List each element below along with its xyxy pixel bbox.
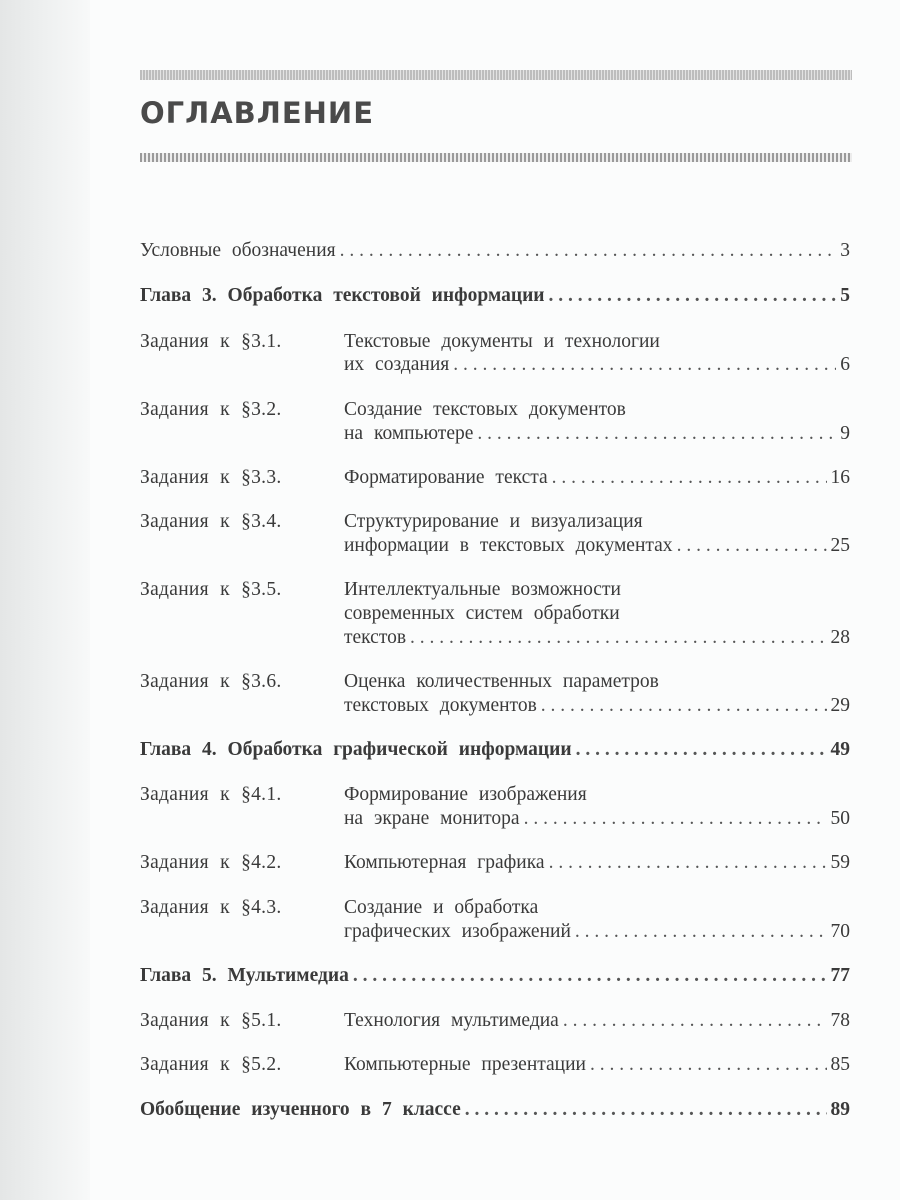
dot-leader: [353, 965, 827, 987]
toc-entry-line: [344, 423, 850, 445]
toc-entry-line: [344, 535, 850, 557]
toc-entry-line: [140, 467, 850, 489]
toc-entry-title: Текстовые документы и технологии: [344, 331, 660, 352]
toc-entry-title: Компьютерная графика: [344, 852, 545, 873]
toc-entry-title: Обобщение изученного в 7 классе: [140, 1099, 461, 1120]
toc-entry-title: Глава 4. Обработка графической информации: [140, 739, 572, 760]
toc-entry-title: Компьютерные презентации: [344, 1054, 586, 1075]
toc-entry-title: Условные обозначения: [140, 240, 336, 261]
toc-entry-line: [344, 695, 850, 717]
toc-entry-prefix: Задания к §3.2.: [140, 399, 282, 420]
toc-entry-title: информации в текстовых документах: [344, 535, 673, 556]
toc-entry-title: на экране монитора: [344, 808, 520, 829]
toc-entry-prefix: Задания к §3.3.: [140, 467, 282, 488]
toc-entry-prefix: Задания к §4.1.: [140, 784, 282, 805]
title-underline-rule: [140, 153, 852, 162]
dot-leader: [575, 921, 827, 943]
toc-entry-prefix: Задания к §5.2.: [140, 1054, 282, 1075]
toc-entry-prefix: Задания к §5.1.: [140, 1010, 282, 1031]
dot-leader: [677, 535, 827, 557]
toc-page-number: 78: [830, 1010, 850, 1031]
toc-page-number: 70: [830, 921, 850, 942]
toc-entry-title: современных систем обработки: [344, 603, 620, 624]
top-decorative-rule: [140, 70, 852, 80]
dot-leader: [340, 240, 837, 262]
dot-leader: [563, 1010, 827, 1032]
toc-entry-line: [140, 240, 850, 262]
dot-leader: [576, 739, 827, 761]
toc-entry-line: [140, 285, 850, 307]
toc-entry-prefix: Задания к §4.3.: [140, 897, 282, 918]
toc-entry-line: [140, 965, 850, 987]
toc-entry-line: [140, 1010, 850, 1032]
toc-entry-prefix: Задания к §3.4.: [140, 511, 282, 532]
toc-entry-title: Технология мультимедиа: [344, 1010, 559, 1031]
toc-entry-line: [344, 603, 850, 625]
dot-leader: [541, 695, 827, 717]
toc-entry-title: Глава 3. Обработка текстовой информации: [140, 285, 545, 306]
toc-entry-title: текстов: [344, 627, 407, 648]
toc-page-number: 89: [830, 1099, 850, 1120]
toc-entry-line: [140, 579, 850, 601]
dot-leader: [552, 467, 827, 489]
toc-entry-title: Интеллектуальные возможности: [344, 579, 621, 600]
toc-entry-title: Создание текстовых документов: [344, 399, 626, 420]
toc-entry-title: графических изображений: [344, 921, 571, 942]
toc-entry-line: [140, 784, 850, 806]
toc-page-number: 49: [830, 739, 850, 760]
toc-page-number: 9: [840, 423, 850, 444]
dot-leader: [590, 1054, 827, 1076]
toc-page-number: 3: [840, 240, 850, 261]
toc-entry-line: [140, 671, 850, 693]
toc-entry-prefix: Задания к §3.1.: [140, 331, 282, 352]
page-edge-shadow: [0, 0, 90, 1200]
toc-entry-line: [344, 354, 850, 376]
toc-page-number: 5: [840, 285, 850, 306]
toc-entry-title: Структурирование и визуализация: [344, 511, 643, 532]
toc-entry-title: Глава 5. Мультимедиа: [140, 965, 349, 986]
toc-entry-title: Формирование изображения: [344, 784, 587, 805]
toc-page-number: 6: [840, 354, 850, 375]
toc-entry-line: [140, 511, 850, 533]
toc-entry-title: на компьютере: [344, 423, 474, 444]
toc-entry-line: [140, 897, 850, 919]
toc-entry-line: [140, 852, 850, 874]
toc-page-number: 16: [830, 467, 850, 488]
toc-entry-line: [140, 331, 850, 353]
toc-entry-line: [140, 1054, 850, 1076]
toc-page-number: 50: [830, 808, 850, 829]
dot-leader: [465, 1099, 827, 1121]
toc-entry-prefix: Задания к §4.2.: [140, 852, 282, 873]
toc-entry-prefix: Задания к §3.5.: [140, 579, 282, 600]
toc-page-number: 85: [830, 1054, 850, 1075]
dot-leader: [410, 627, 826, 649]
dot-leader: [549, 285, 837, 307]
dot-leader: [524, 808, 827, 830]
toc-entry-title: Создание и обработка: [344, 897, 539, 918]
dot-leader: [477, 423, 836, 445]
toc-entry-line: [140, 739, 850, 761]
dot-leader: [453, 354, 836, 376]
toc-entry-title: Форматирование текста: [344, 467, 548, 488]
toc-page-number: 29: [830, 695, 850, 716]
toc-entry-line: [140, 1099, 850, 1121]
toc-entry-prefix: Задания к §3.6.: [140, 671, 282, 692]
toc-page-number: 77: [830, 965, 850, 986]
toc-entry-title: текстовых документов: [344, 695, 537, 716]
toc-page-number: 25: [830, 535, 850, 556]
toc-entry-line: [344, 627, 850, 649]
toc-page-number: 59: [830, 852, 850, 873]
toc-entry-title: их создания: [344, 354, 450, 375]
page-title: ОГЛАВЛЕНИЕ: [140, 96, 375, 130]
toc-page-number: 28: [830, 627, 850, 648]
toc-entry-line: [140, 399, 850, 421]
toc-entry-line: [344, 808, 850, 830]
toc-entry-title: Оценка количественных параметров: [344, 671, 659, 692]
dot-leader: [549, 852, 827, 874]
toc-entry-line: [344, 921, 850, 943]
